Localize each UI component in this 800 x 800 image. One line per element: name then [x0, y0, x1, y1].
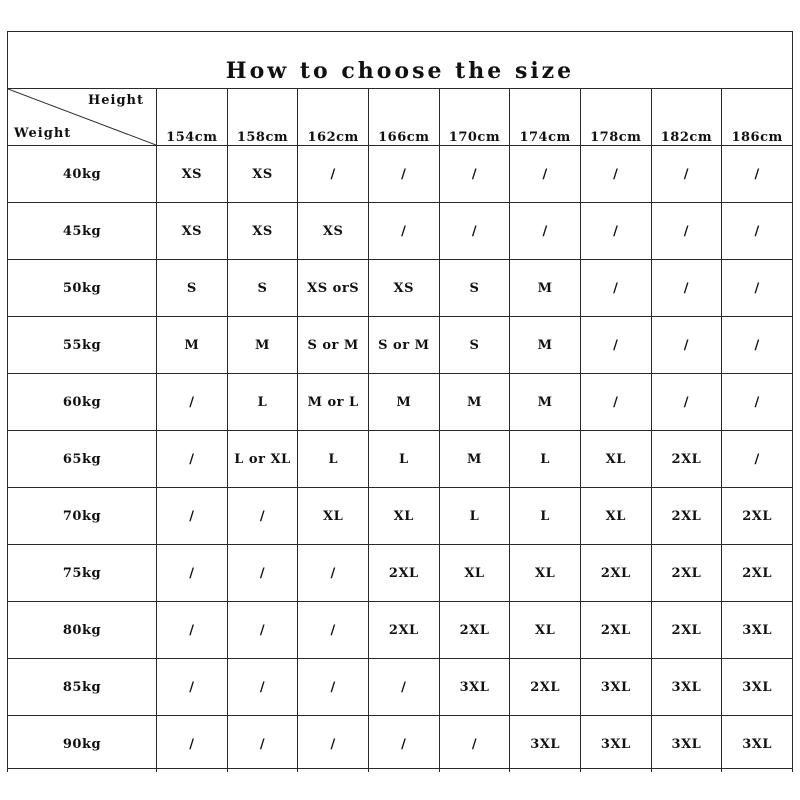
size-table [7, 88, 793, 772]
cell-80kg-186cm: 3XL [722, 602, 793, 659]
cell-60kg-174cm: M [510, 374, 581, 431]
cell-70kg-166cm: XL [368, 488, 439, 545]
cell-40kg-182cm: / [651, 146, 722, 203]
cell-40kg-162cm: / [298, 146, 369, 203]
cell-75kg-182cm: 2XL [651, 545, 722, 602]
cell-60kg-182cm: / [651, 374, 722, 431]
cell-45kg-166cm: / [368, 203, 439, 260]
cell-45kg-186cm: / [722, 203, 793, 260]
cell-85kg-154cm: / [157, 659, 228, 716]
cell-50kg-166cm: XS [368, 260, 439, 317]
cell-75kg-158cm: / [227, 545, 298, 602]
table-row [8, 488, 793, 545]
table-row [8, 260, 793, 317]
cell-75kg-174cm: XL [510, 545, 581, 602]
cell-55kg-178cm: / [580, 317, 651, 374]
column-header-186cm: 186cm [722, 89, 793, 146]
cell-90kg-166cm: / [368, 716, 439, 773]
cell-45kg-158cm: XS [227, 203, 298, 260]
cell-45kg-154cm: XS [157, 203, 228, 260]
axis-corner-cell [8, 89, 157, 146]
table-row [8, 431, 793, 488]
cell-55kg-186cm: / [722, 317, 793, 374]
cell-70kg-182cm: 2XL [651, 488, 722, 545]
cell-55kg-174cm: M [510, 317, 581, 374]
table-row [8, 545, 793, 602]
row-header-40kg: 40kg [8, 146, 157, 203]
cell-80kg-158cm: / [227, 602, 298, 659]
cell-90kg-158cm: / [227, 716, 298, 773]
cell-90kg-154cm: / [157, 716, 228, 773]
cell-90kg-186cm: 3XL [722, 716, 793, 773]
height-axis-label: Height [87, 93, 144, 108]
cell-50kg-182cm: / [651, 260, 722, 317]
cell-70kg-158cm: / [227, 488, 298, 545]
cell-50kg-170cm: S [439, 260, 510, 317]
cell-50kg-154cm: S [157, 260, 228, 317]
cell-65kg-174cm: L [510, 431, 581, 488]
cell-60kg-170cm: M [439, 374, 510, 431]
cell-60kg-186cm: / [722, 374, 793, 431]
cell-80kg-174cm: XL [510, 602, 581, 659]
cell-85kg-158cm: / [227, 659, 298, 716]
cell-80kg-166cm: 2XL [368, 602, 439, 659]
cell-50kg-162cm: XS orS [298, 260, 369, 317]
cell-85kg-178cm: 3XL [580, 659, 651, 716]
cell-45kg-174cm: / [510, 203, 581, 260]
cell-75kg-170cm: XL [439, 545, 510, 602]
cell-45kg-178cm: / [580, 203, 651, 260]
cell-55kg-162cm: S or M [298, 317, 369, 374]
cell-90kg-170cm: / [439, 716, 510, 773]
cell-45kg-162cm: XS [298, 203, 369, 260]
cell-40kg-166cm: / [368, 146, 439, 203]
cell-70kg-170cm: L [439, 488, 510, 545]
cell-85kg-166cm: / [368, 659, 439, 716]
cell-60kg-154cm: / [157, 374, 228, 431]
table-row [8, 203, 793, 260]
cell-65kg-186cm: / [722, 431, 793, 488]
cell-40kg-178cm: / [580, 146, 651, 203]
cell-65kg-170cm: M [439, 431, 510, 488]
cell-55kg-170cm: S [439, 317, 510, 374]
cell-55kg-166cm: S or M [368, 317, 439, 374]
cell-90kg-162cm: / [298, 716, 369, 773]
cell-70kg-186cm: 2XL [722, 488, 793, 545]
cell-90kg-174cm: 3XL [510, 716, 581, 773]
cell-45kg-170cm: / [439, 203, 510, 260]
cell-45kg-182cm: / [651, 203, 722, 260]
column-header-162cm: 162cm [298, 89, 369, 146]
cell-40kg-154cm: XS [157, 146, 228, 203]
cell-90kg-182cm: 3XL [651, 716, 722, 773]
cell-85kg-162cm: / [298, 659, 369, 716]
cell-60kg-162cm: M or L [298, 374, 369, 431]
column-header-166cm: 166cm [368, 89, 439, 146]
row-header-70kg: 70kg [8, 488, 157, 545]
table-row [8, 317, 793, 374]
cell-90kg-178cm: 3XL [580, 716, 651, 773]
cell-70kg-162cm: XL [298, 488, 369, 545]
cell-40kg-170cm: / [439, 146, 510, 203]
cell-60kg-178cm: / [580, 374, 651, 431]
cell-75kg-178cm: 2XL [580, 545, 651, 602]
row-header-75kg: 75kg [8, 545, 157, 602]
column-header-174cm: 174cm [510, 89, 581, 146]
cell-70kg-174cm: L [510, 488, 581, 545]
cell-75kg-162cm: / [298, 545, 369, 602]
cell-75kg-166cm: 2XL [368, 545, 439, 602]
row-header-85kg: 85kg [8, 659, 157, 716]
table-row [8, 146, 793, 203]
table-row [8, 374, 793, 431]
cell-65kg-154cm: / [157, 431, 228, 488]
row-header-90kg: 90kg [8, 716, 157, 773]
cell-80kg-170cm: 2XL [439, 602, 510, 659]
cell-55kg-182cm: / [651, 317, 722, 374]
cell-80kg-162cm: / [298, 602, 369, 659]
cell-65kg-162cm: L [298, 431, 369, 488]
table-row [8, 659, 793, 716]
cell-65kg-178cm: XL [580, 431, 651, 488]
cell-75kg-154cm: / [157, 545, 228, 602]
cell-80kg-182cm: 2XL [651, 602, 722, 659]
cell-65kg-166cm: L [368, 431, 439, 488]
row-header-80kg: 80kg [8, 602, 157, 659]
column-header-154cm: 154cm [157, 89, 228, 146]
weight-axis-label: Weight [14, 126, 72, 141]
cell-70kg-154cm: / [157, 488, 228, 545]
cell-65kg-158cm: L or XL [227, 431, 298, 488]
cell-75kg-186cm: 2XL [722, 545, 793, 602]
page-title: How to choose the size [225, 58, 575, 84]
cell-55kg-158cm: M [227, 317, 298, 374]
cell-50kg-178cm: / [580, 260, 651, 317]
table-header-row [8, 89, 793, 146]
row-header-50kg: 50kg [8, 260, 157, 317]
cell-60kg-166cm: M [368, 374, 439, 431]
row-header-60kg: 60kg [8, 374, 157, 431]
cell-85kg-174cm: 2XL [510, 659, 581, 716]
cell-80kg-154cm: / [157, 602, 228, 659]
row-header-45kg: 45kg [8, 203, 157, 260]
table-row [8, 602, 793, 659]
cell-40kg-186cm: / [722, 146, 793, 203]
cell-80kg-178cm: 2XL [580, 602, 651, 659]
cell-60kg-158cm: L [227, 374, 298, 431]
cell-40kg-174cm: / [510, 146, 581, 203]
cell-85kg-186cm: 3XL [722, 659, 793, 716]
cell-85kg-182cm: 3XL [651, 659, 722, 716]
cell-55kg-154cm: M [157, 317, 228, 374]
cell-65kg-182cm: 2XL [651, 431, 722, 488]
cell-50kg-186cm: / [722, 260, 793, 317]
row-header-55kg: 55kg [8, 317, 157, 374]
table-row [8, 716, 793, 773]
cell-40kg-158cm: XS [227, 146, 298, 203]
column-header-182cm: 182cm [651, 89, 722, 146]
column-header-158cm: 158cm [227, 89, 298, 146]
column-header-178cm: 178cm [580, 89, 651, 146]
cell-50kg-174cm: M [510, 260, 581, 317]
cell-70kg-178cm: XL [580, 488, 651, 545]
row-header-65kg: 65kg [8, 431, 157, 488]
cell-85kg-170cm: 3XL [439, 659, 510, 716]
cell-50kg-158cm: S [227, 260, 298, 317]
column-header-170cm: 170cm [439, 89, 510, 146]
